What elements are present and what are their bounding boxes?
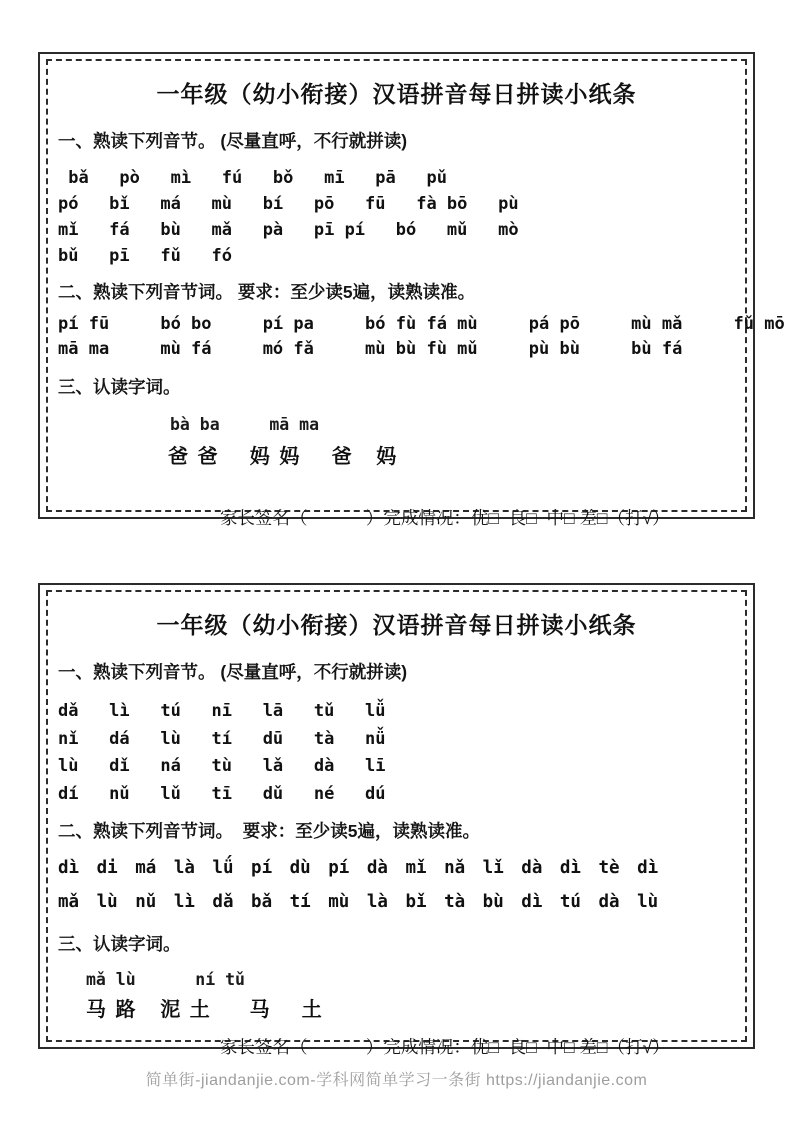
completion-status-label: 完成情况：	[383, 1037, 471, 1057]
card-1-hanzi-row: 爸 爸 妈 妈 爸 妈	[168, 446, 399, 468]
card-2-section-1-heading: 一、熟读下列音节。 (尽量直呼，不行就拼读)	[58, 662, 408, 682]
card-2-section-3-heading: 三、认读字词。	[58, 934, 181, 954]
parent-signature-label: 家长签名（ ）	[220, 1037, 384, 1057]
card-1-syllable-block	[58, 165, 735, 269]
pinyin-word-row: dì di má là lǘ pí dù pí dà mǐ nǎ lǐ dà dì tè dì	[58, 858, 659, 878]
pinyin-row: dǎ lì tú nī lā tǔ lǚ	[58, 701, 386, 721]
parent-signature-label: 家长签名（ ）	[220, 508, 384, 528]
pinyin-word-row: mā ma mù fá mó fǎ mù bù fù mǔ pù bù bù fá	[58, 339, 683, 359]
pinyin-row: pó bǐ má mù bí pō fū fà bō pù	[58, 194, 519, 214]
card-2-word-pinyin-row: mǎ lù ní tǔ	[86, 970, 245, 989]
checkbox-poor: 差□	[579, 1037, 608, 1057]
pinyin-row: bǎ pò mì fú bǒ mī pā pǔ	[58, 168, 447, 188]
card-2-signature-line	[220, 1034, 735, 1059]
card-2-dashed-frame	[46, 590, 747, 1057]
worksheet-card-1	[38, 52, 785, 528]
tick-note: （打√）	[607, 1037, 670, 1057]
checkbox-excellent: 优□	[470, 1037, 499, 1057]
card-1-dashed-frame	[46, 59, 785, 528]
pinyin-row: nǐ dá lù tí dū tà nǚ	[58, 728, 386, 749]
checkbox-good: 良□	[508, 1037, 537, 1057]
card-2-hanzi-row: 马 路 泥 土 马 土	[86, 999, 324, 1021]
pinyin-row: lù dǐ ná tù lǎ dà lī	[58, 756, 386, 776]
spacer	[499, 1037, 509, 1057]
card-2-title: 一年级（幼小衔接）汉语拼音每日拼读小纸条	[156, 612, 637, 638]
checkbox-good: 良□	[508, 508, 537, 528]
tick-note: （打√）	[607, 508, 670, 528]
spacer	[499, 508, 509, 528]
card-1-word-pinyin-row: bà ba mā ma	[170, 415, 320, 434]
card-1-syllable-word-block	[58, 312, 785, 362]
checkbox-poor: 差□	[579, 508, 608, 528]
card-2-section-2-heading: 二、熟读下列音节词。 要求：至少读5遍，读熟读准。	[58, 821, 480, 841]
pinyin-word-row: mǎ lù nǔ lì dǎ bǎ tí mù là bǐ tà bù dì tú dà lù	[58, 892, 659, 912]
checkbox-excellent: 优□	[470, 508, 499, 528]
pinyin-row: mǐ fá bù mǎ pà pī pí bó mǔ mò	[58, 220, 519, 240]
card-1-section-3-heading: 三、认读字词。	[58, 377, 181, 397]
card-1-signature-line	[220, 505, 735, 530]
completion-status-label: 完成情况：	[383, 508, 471, 528]
site-watermark: 简单街-jiandanjie.com-学科网简单学习一条街 https://jiandanjie.com	[145, 1072, 648, 1089]
worksheet-card-2	[38, 583, 755, 1057]
card-1-section-1-heading: 一、熟读下列音节。 (尽量直呼，不行就拼读)	[58, 131, 408, 151]
card-1-section-2-heading: 二、熟读下列音节词。 要求：至少读5遍，读熟读准。	[58, 282, 476, 302]
pinyin-row: dí nǔ lǔ tī dǔ né dú	[58, 783, 386, 804]
pinyin-row: bǔ pī fǔ fó	[58, 246, 232, 266]
card-2-syllable-word-block	[58, 851, 735, 919]
card-2-syllable-block	[58, 698, 735, 808]
pinyin-word-row: pí fū bó bo pí pa bó fù fá mù pá pō mù mǎ fǔ mō	[58, 314, 785, 334]
checkbox-average: 中□	[546, 508, 575, 528]
card-1-title: 一年级（幼小衔接）汉语拼音每日拼读小纸条	[156, 81, 637, 107]
checkbox-average: 中□	[546, 1037, 575, 1057]
